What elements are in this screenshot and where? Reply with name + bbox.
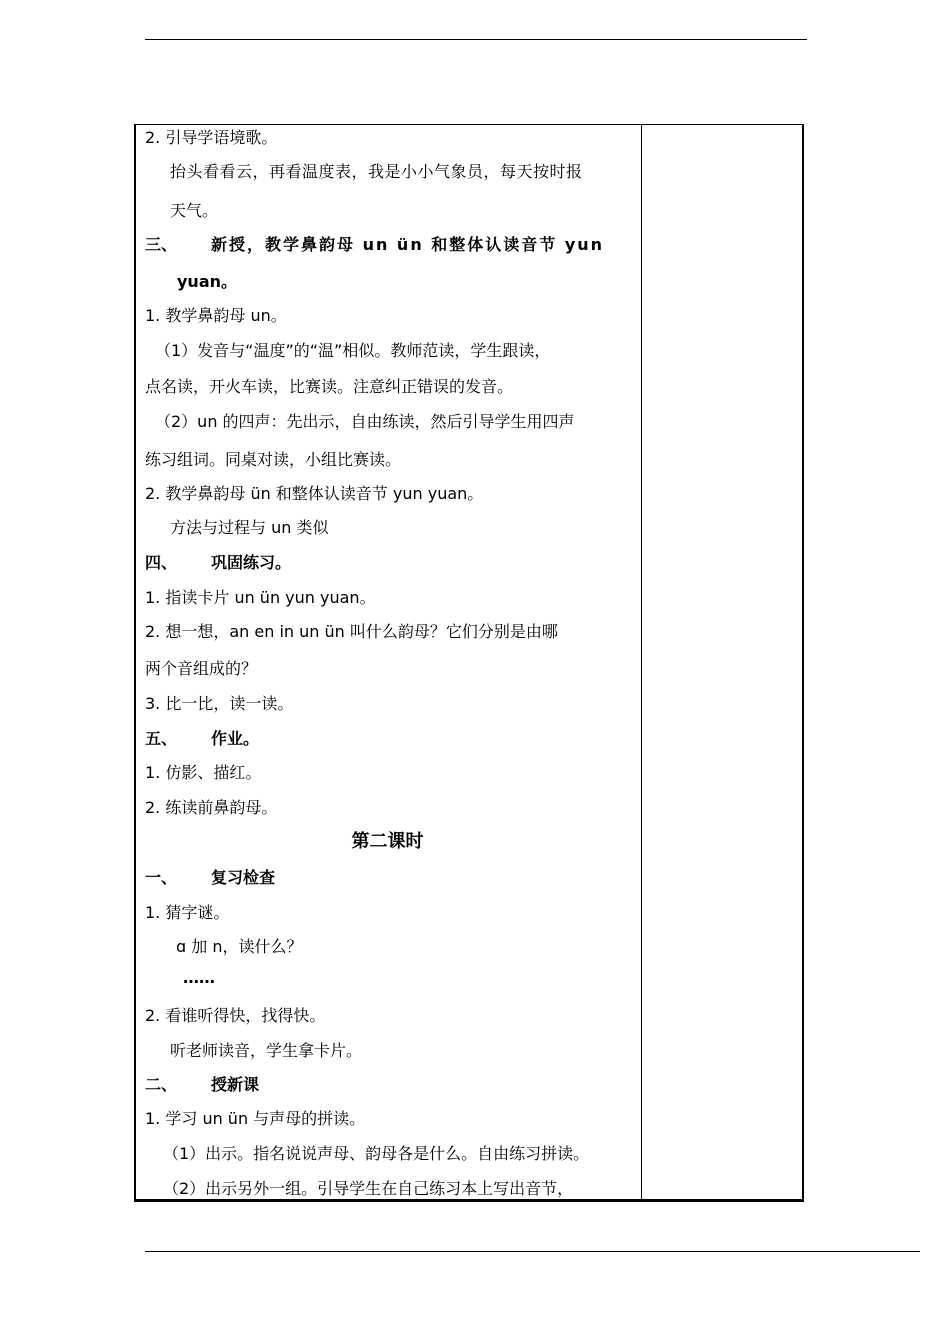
section-number: 二、 (145, 1075, 178, 1094)
text-line: 2. 想一想，an en in un ün 叫什么韵母？它们分别是由哪 (145, 622, 558, 641)
section-number: 一、 (145, 868, 178, 887)
header-rule (145, 39, 807, 40)
text-line: 2. 教学鼻韵母 ün 和整体认读音节 yun yuan。 (145, 484, 484, 503)
text-line: 1. 仿影、描红。 (145, 763, 262, 782)
text-line: 1. 猜字谜。 (145, 903, 230, 922)
text-line: 抬头看看云，再看温度表，我是小小气象员，每天按时报 (170, 162, 583, 181)
section-heading: 作业。 (211, 729, 260, 748)
lesson-title: 第二课时 (351, 831, 424, 852)
footer-rule (145, 1251, 920, 1252)
section-heading: 新授，教学鼻韵母 un ün 和整体认读音节 yun (211, 235, 605, 254)
text-line: 2. 练读前鼻韵母。 (145, 798, 278, 817)
text-line: 1. 指读卡片 un ün yun yuan。 (145, 588, 376, 607)
text-line: 1. 教学鼻韵母 un。 (145, 306, 287, 325)
ellipsis: …… (183, 968, 215, 987)
text-line: 听老师读音，学生拿卡片。 (170, 1041, 363, 1060)
section-heading: yuan。 (177, 272, 238, 291)
text-line: （1）出示。指名说说声母、韵母各是什么。自由练习拼读。 (163, 1144, 590, 1163)
text-line: 点名读，开火车读，比赛读。注意纠正错误的发音。 (145, 377, 514, 396)
text-line: 方法与过程与 un 类似 (170, 518, 329, 537)
table-column-divider (641, 124, 642, 1202)
section-heading: 巩固练习。 (211, 553, 292, 572)
text-line: ɑ 加 n，读什么？ (176, 937, 303, 956)
text-line: （2）出示另外一组。引导学生在自己练习本上写出音节， (163, 1179, 574, 1198)
text-line: 3. 比一比，读一读。 (145, 694, 294, 713)
section-heading: 授新课 (211, 1075, 260, 1094)
text-line: （2）un 的四声：先出示，自由练读，然后引导学生用四声 (155, 412, 575, 431)
text-line: 练习组词。同桌对读，小组比赛读。 (145, 450, 402, 469)
section-number: 三、 (145, 235, 178, 254)
text-line: 2. 引导学语境歌。 (145, 128, 278, 147)
section-number: 五、 (145, 729, 178, 748)
section-number: 四、 (145, 553, 178, 572)
text-line: 1. 学习 un ün 与声母的拼读。 (145, 1109, 366, 1128)
text-line: 两个音组成的？ (145, 659, 258, 678)
section-heading: 复习检查 (211, 868, 276, 887)
text-line: 2. 看谁听得快，找得快。 (145, 1006, 326, 1025)
text-line: （1）发音与“温度”的“温”相似。教师范读，学生跟读， (155, 341, 551, 360)
text-line: 天气。 (170, 201, 219, 220)
